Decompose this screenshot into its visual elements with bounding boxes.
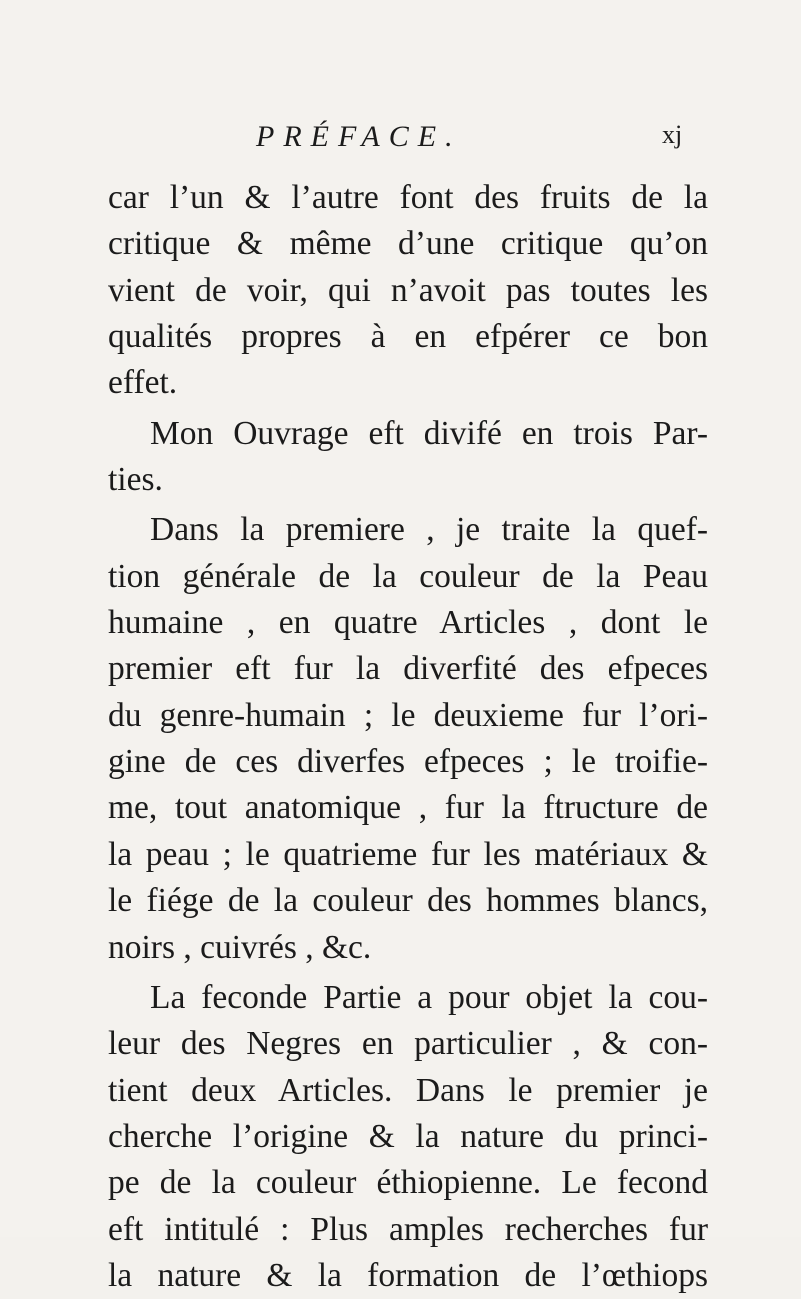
text-line: qualités propres à en efpérer ce bon [108,318,708,356]
text-line: le fiége de la couleur des hommes blancs, [108,882,708,920]
page-number: xj [662,120,683,149]
paragraph [108,975,708,1299]
text-line: la peau ; le quatrieme fur les matériaux & [108,835,708,873]
paragraph [108,175,708,407]
text-line: tient deux Articles. Dans le premier je [108,1071,708,1109]
page-header [0,120,801,170]
text-line: critique & même d’une critique qu’on [108,225,708,263]
text-line: me, tout anatomique , fur la ftructure de [108,789,708,827]
text-line: vient de voir, qui n’avoit pas toutes les [108,271,708,309]
body-text [108,175,708,1299]
text-line: Mon Ouvrage eft divifé en trois Par- [150,414,708,452]
text-line: eft intitulé : Plus amples recherches fur [108,1210,708,1248]
text-line: cherche l’origine & la nature du princi- [108,1117,708,1155]
text-line: humaine , en quatre Articles , dont le [108,604,708,642]
text-line: effet. [108,364,178,402]
text-line: ties. [108,461,163,499]
text-line: car l’un & l’autre font des fruits de la [108,179,708,216]
text-line: du genre-humain ; le deuxieme fur l’ori- [108,696,708,734]
text-line: tion générale de la couleur de la Peau [108,557,708,595]
text-line: pe de la couleur éthiopienne. Le fecond [108,1164,708,1202]
text-line: gine de ces diverfes efpeces ; le troifie- [108,743,708,781]
text-line: premier eft fur la diverfité des efpeces [108,650,708,688]
text-line: leur des Negres en particulier , & con- [108,1025,708,1063]
text-line: la nature & la formation de l’œthiops [108,1256,708,1294]
text-line: Dans la premiere , je traite la quef- [150,511,708,549]
paragraph [108,507,708,970]
text-line: La feconde Partie a pour objet la cou- [150,978,708,1016]
text-line: noirs , cuivrés , &c. [108,928,372,966]
paragraph [108,411,708,504]
running-title: PRÉFACE. [256,120,462,153]
